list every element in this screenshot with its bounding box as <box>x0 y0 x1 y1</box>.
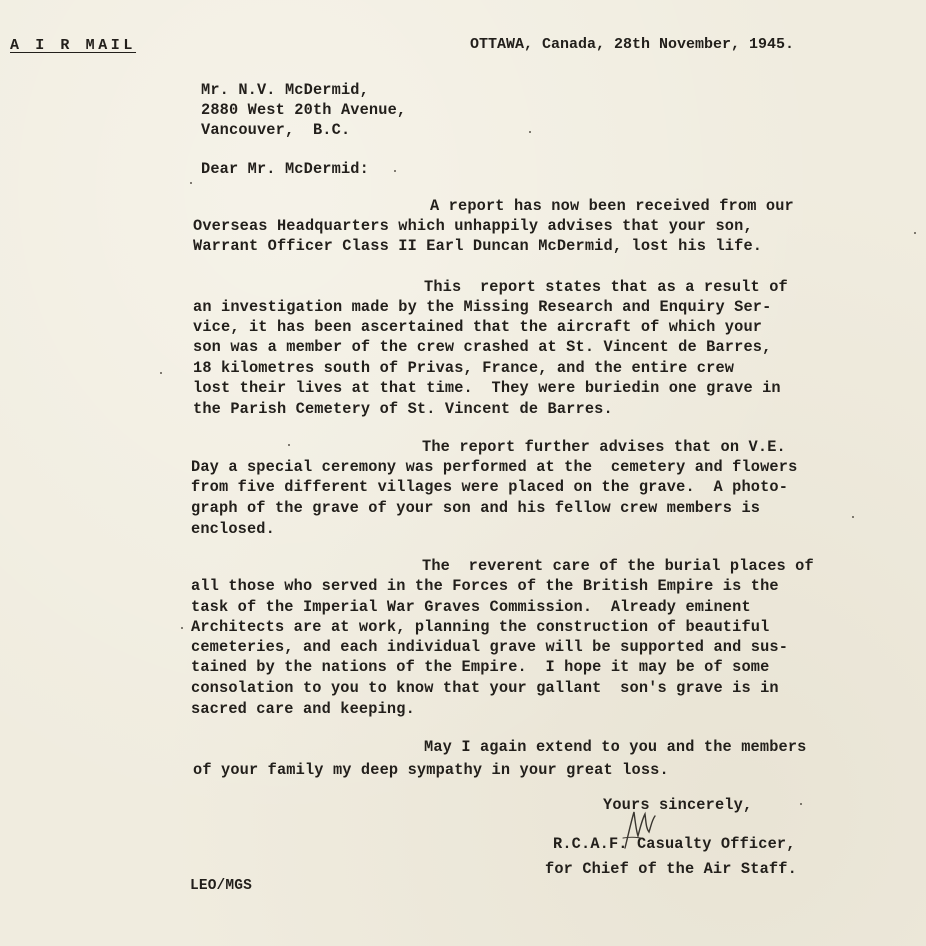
paragraph3-line: Day a special ceremony was performed at the cemetery and flowers <box>191 458 798 476</box>
paragraph4-line: Architects are at work, planning the construction of beautiful <box>191 618 770 636</box>
paragraph4-line: sacred care and keeping. <box>191 700 415 718</box>
paragraph3-line: enclosed. <box>191 520 275 538</box>
handwritten-initials-icon <box>619 808 659 850</box>
paragraph2-line: the Parish Cemetery of St. Vincent de Barres. <box>193 400 613 418</box>
recipient-street: 2880 West 20th Avenue, <box>201 101 407 119</box>
paragraph4-line: cemeteries, and each individual grave will be supported and sus- <box>191 638 789 656</box>
paper-speck <box>181 627 183 629</box>
dateline: OTTAWA, Canada, 28th November, 1945. <box>470 36 795 53</box>
paper-speck <box>190 182 192 184</box>
valediction: Yours sincerely, <box>603 796 753 814</box>
paragraph5-line: of your family my deep sympathy in your great loss. <box>193 761 669 779</box>
paper-speck <box>852 516 854 518</box>
paragraph4-line: task of the Imperial War Graves Commission. Already eminent <box>191 598 751 616</box>
paragraph4-line: tained by the nations of the Empire. I hope it may be of some <box>191 658 770 676</box>
paper-speck <box>160 372 162 374</box>
paragraph1-line: Overseas Headquarters which unhappily advises that your son, <box>193 217 753 235</box>
paragraph4-line: The reverent care of the burial places of <box>422 557 814 575</box>
recipient-city: Vancouver, B.C. <box>201 121 351 139</box>
signature-title-2: for Chief of the Air Staff. <box>545 860 797 878</box>
recipient-name: Mr. N.V. McDermid, <box>201 81 369 99</box>
reference-initials: LEO/MGS <box>190 878 252 894</box>
paragraph5-line: May I again extend to you and the members <box>424 738 807 756</box>
paragraph1-line: A report has now been received from our <box>430 197 794 215</box>
paragraph2-line: an investigation made by the Missing Research and Enquiry Ser- <box>193 298 772 316</box>
paragraph2-line: 18 kilometres south of Privas, France, and the entire crew <box>193 359 735 377</box>
paper-speck <box>914 232 916 234</box>
paper-speck <box>394 170 396 172</box>
paragraph3-line: graph of the grave of your son and his fellow crew members is <box>191 499 761 517</box>
paper-speck <box>529 131 531 133</box>
paragraph4-line: all those who served in the Forces of the British Empire is the <box>191 577 779 595</box>
signature-title-1: R.C.A.F. Casualty Officer, <box>553 835 796 853</box>
air-mail-heading: A I R MAIL <box>10 37 137 54</box>
paragraph4-line: consolation to you to know that your gallant son's grave is in <box>191 679 779 697</box>
salutation: Dear Mr. McDermid: <box>201 160 369 178</box>
paragraph3-line: from five different villages were placed on the grave. A photo- <box>191 478 789 496</box>
paragraph2-line: lost their lives at that time. They were buriedin one grave in <box>193 379 781 397</box>
paragraph2-line: son was a member of the crew crashed at St. Vincent de Barres, <box>193 338 772 356</box>
paper-speck <box>800 803 802 805</box>
paragraph3-line: The report further advises that on V.E. <box>422 438 786 456</box>
paragraph2-line: This report states that as a result of <box>424 278 788 296</box>
paragraph2-line: vice, it has been ascertained that the aircraft of which your <box>193 318 763 336</box>
paper-speck <box>288 444 290 446</box>
paragraph1-line: Warrant Officer Class II Earl Duncan McDermid, lost his life. <box>193 237 763 255</box>
